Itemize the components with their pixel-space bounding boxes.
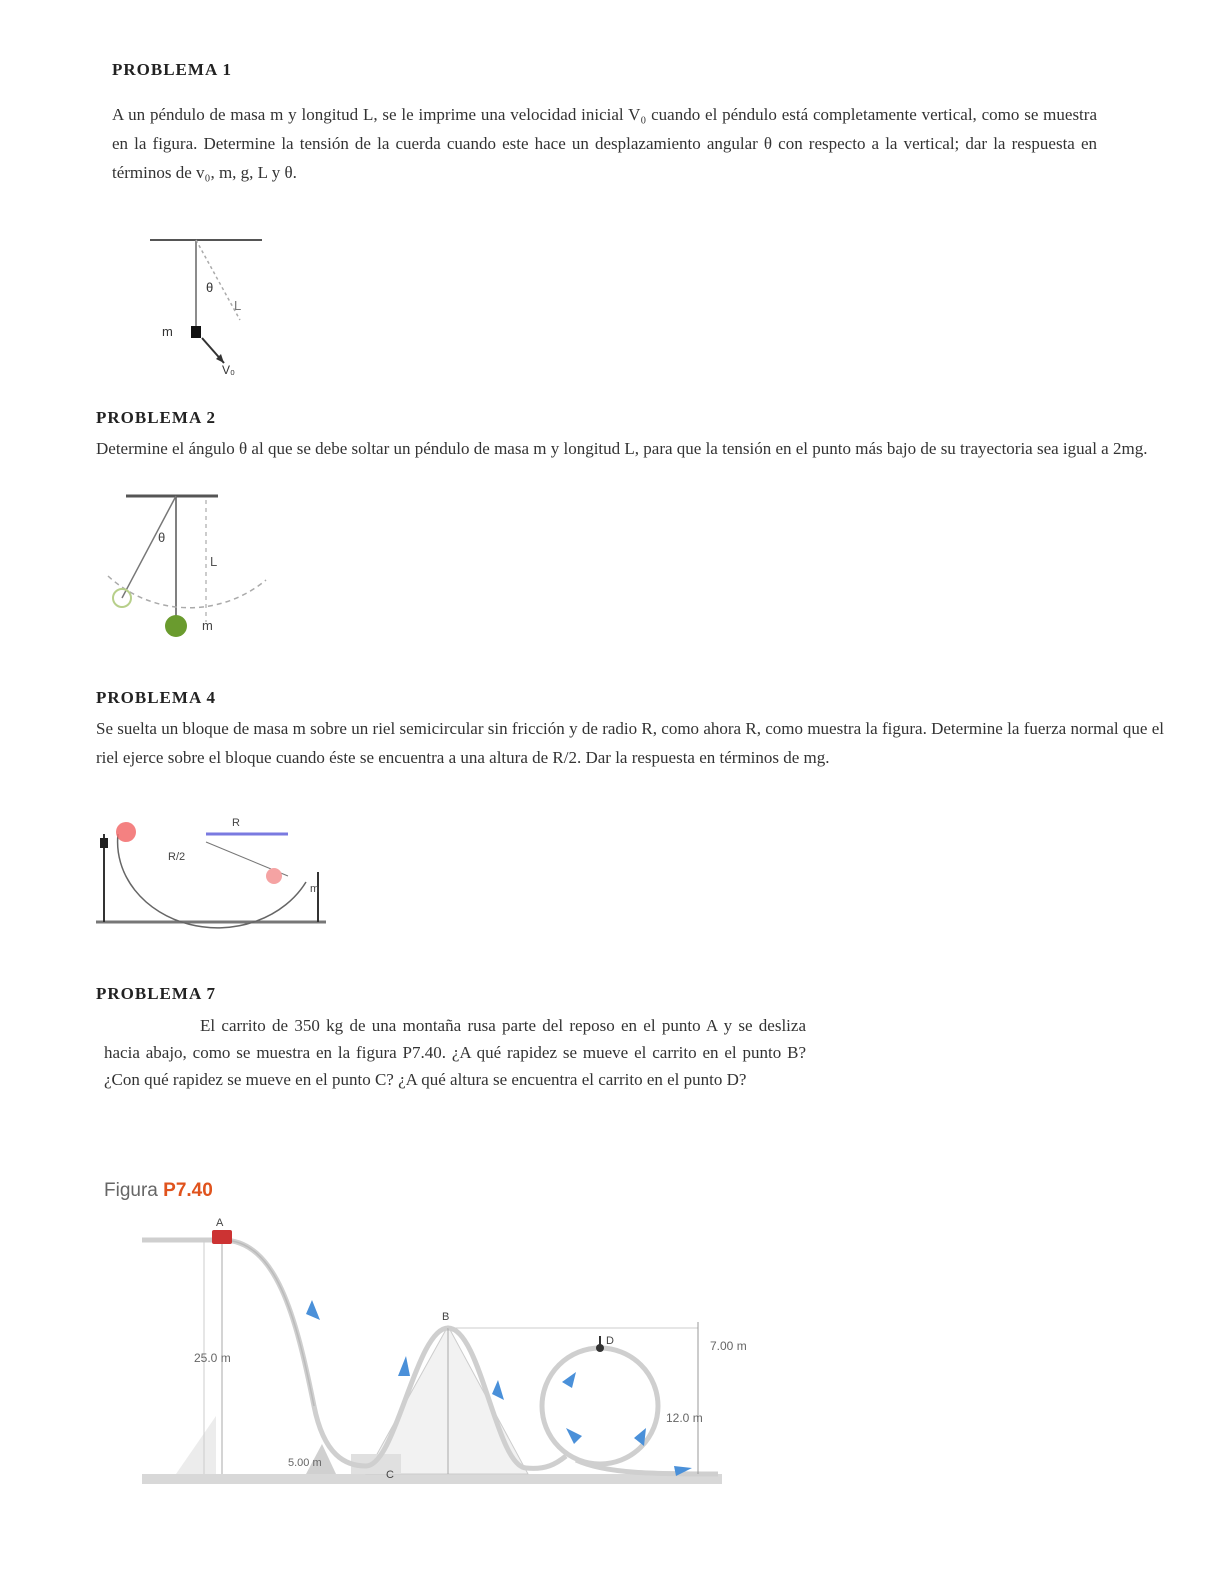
problem-1-heading: PROBLEMA 1 [112, 60, 233, 79]
figure-caption-prefix: Figura [104, 1180, 158, 1201]
problem-7-heading: PROBLEMA 7 [96, 984, 217, 1003]
velocity-label: V₀ [222, 363, 235, 377]
problem-7-text: El carrito de 350 kg de una montaña rusa parte del reposo en el punto A y se desliza hacia abajo, como se muestra en la figura P7.40. ¿A qué rapidez se mueve el carrito en el punto B? ¿Con qué rapidez se mueve en el punto C? ¿A qué altura se encuentra el carrito en el punto D? [104, 1016, 806, 1089]
mass-label: m [202, 618, 213, 633]
half-radius-label: R/2 [168, 851, 186, 863]
arrow-hill-descent [492, 1380, 504, 1400]
height-5-label: 5.00 m [288, 1457, 322, 1469]
point-D-label: D [606, 1335, 614, 1347]
arrow-loop-bottom [566, 1428, 582, 1444]
arrow-loop-left [562, 1372, 576, 1388]
point-B-label: B [442, 1311, 450, 1323]
length-label: L [210, 554, 218, 569]
block-start [116, 822, 136, 842]
radius-label: R [232, 817, 240, 829]
block-half-height [266, 868, 282, 884]
pendulum-mass [191, 326, 201, 338]
coaster-cart [212, 1230, 232, 1244]
point-C-label: C [386, 1469, 394, 1481]
released-string [122, 496, 176, 598]
track-edge [222, 1240, 314, 1406]
figure-caption [104, 1180, 213, 1202]
lowest-bob [165, 615, 187, 637]
loop-track [542, 1348, 658, 1464]
height-7-label: 7.00 m [710, 1339, 747, 1353]
problem-1-text: A un péndulo de masa m y longitud L, se le imprime una velocidad inicial V₀ cuando el péndulo está completamente vertical, como se muestra en la figura. Determine la tensión de la cuerda cuando este hace un desplazamiento angular θ con respecto a la vertical; dar la respuesta en términos de v₀, m, g, L y θ. [112, 105, 1097, 182]
problem-2-figure [96, 490, 276, 650]
arrow-loop-right [634, 1428, 646, 1446]
problem-4-text: Se suelta un bloque de masa m sobre un riel semicircular sin fricción y de radio R, como ahora R, como muestra la figura. Determine la fuerza normal que el riel ejerce sobre el bloque cuando éste se encuentra a una altura de R/2. Dar la respuesta en términos de mg. [96, 719, 1164, 767]
roller-coaster-figure [136, 1216, 786, 1496]
support-hill [366, 1326, 528, 1474]
arrow-descent [306, 1300, 320, 1320]
angle-label: θ [206, 280, 214, 295]
length-label: L [234, 298, 242, 313]
rail-marker [100, 838, 108, 848]
figure-caption-number: P7.40 [163, 1180, 213, 1201]
height-12-label: 12.0 m [666, 1411, 703, 1425]
ground [142, 1474, 722, 1484]
problem-2-text: Determine el ángulo θ al que se debe soltar un péndulo de masa m y longitud L, para que la tensión en el punto más bajo de su trayectoria sea igual a 2mg. [96, 439, 1148, 458]
problem-4-figure [96, 812, 330, 930]
mass-label: m [162, 324, 173, 339]
problem-2-heading: PROBLEMA 2 [96, 408, 217, 427]
point-A-label: A [216, 1217, 224, 1229]
angle-label: θ [158, 530, 166, 545]
point-label: m [310, 883, 320, 895]
problem-1-figure [140, 228, 280, 378]
arrow-climb [398, 1356, 410, 1376]
problem-4-heading: PROBLEMA 4 [96, 688, 217, 707]
support-left [176, 1416, 216, 1474]
height-25-label: 25.0 m [194, 1351, 231, 1365]
